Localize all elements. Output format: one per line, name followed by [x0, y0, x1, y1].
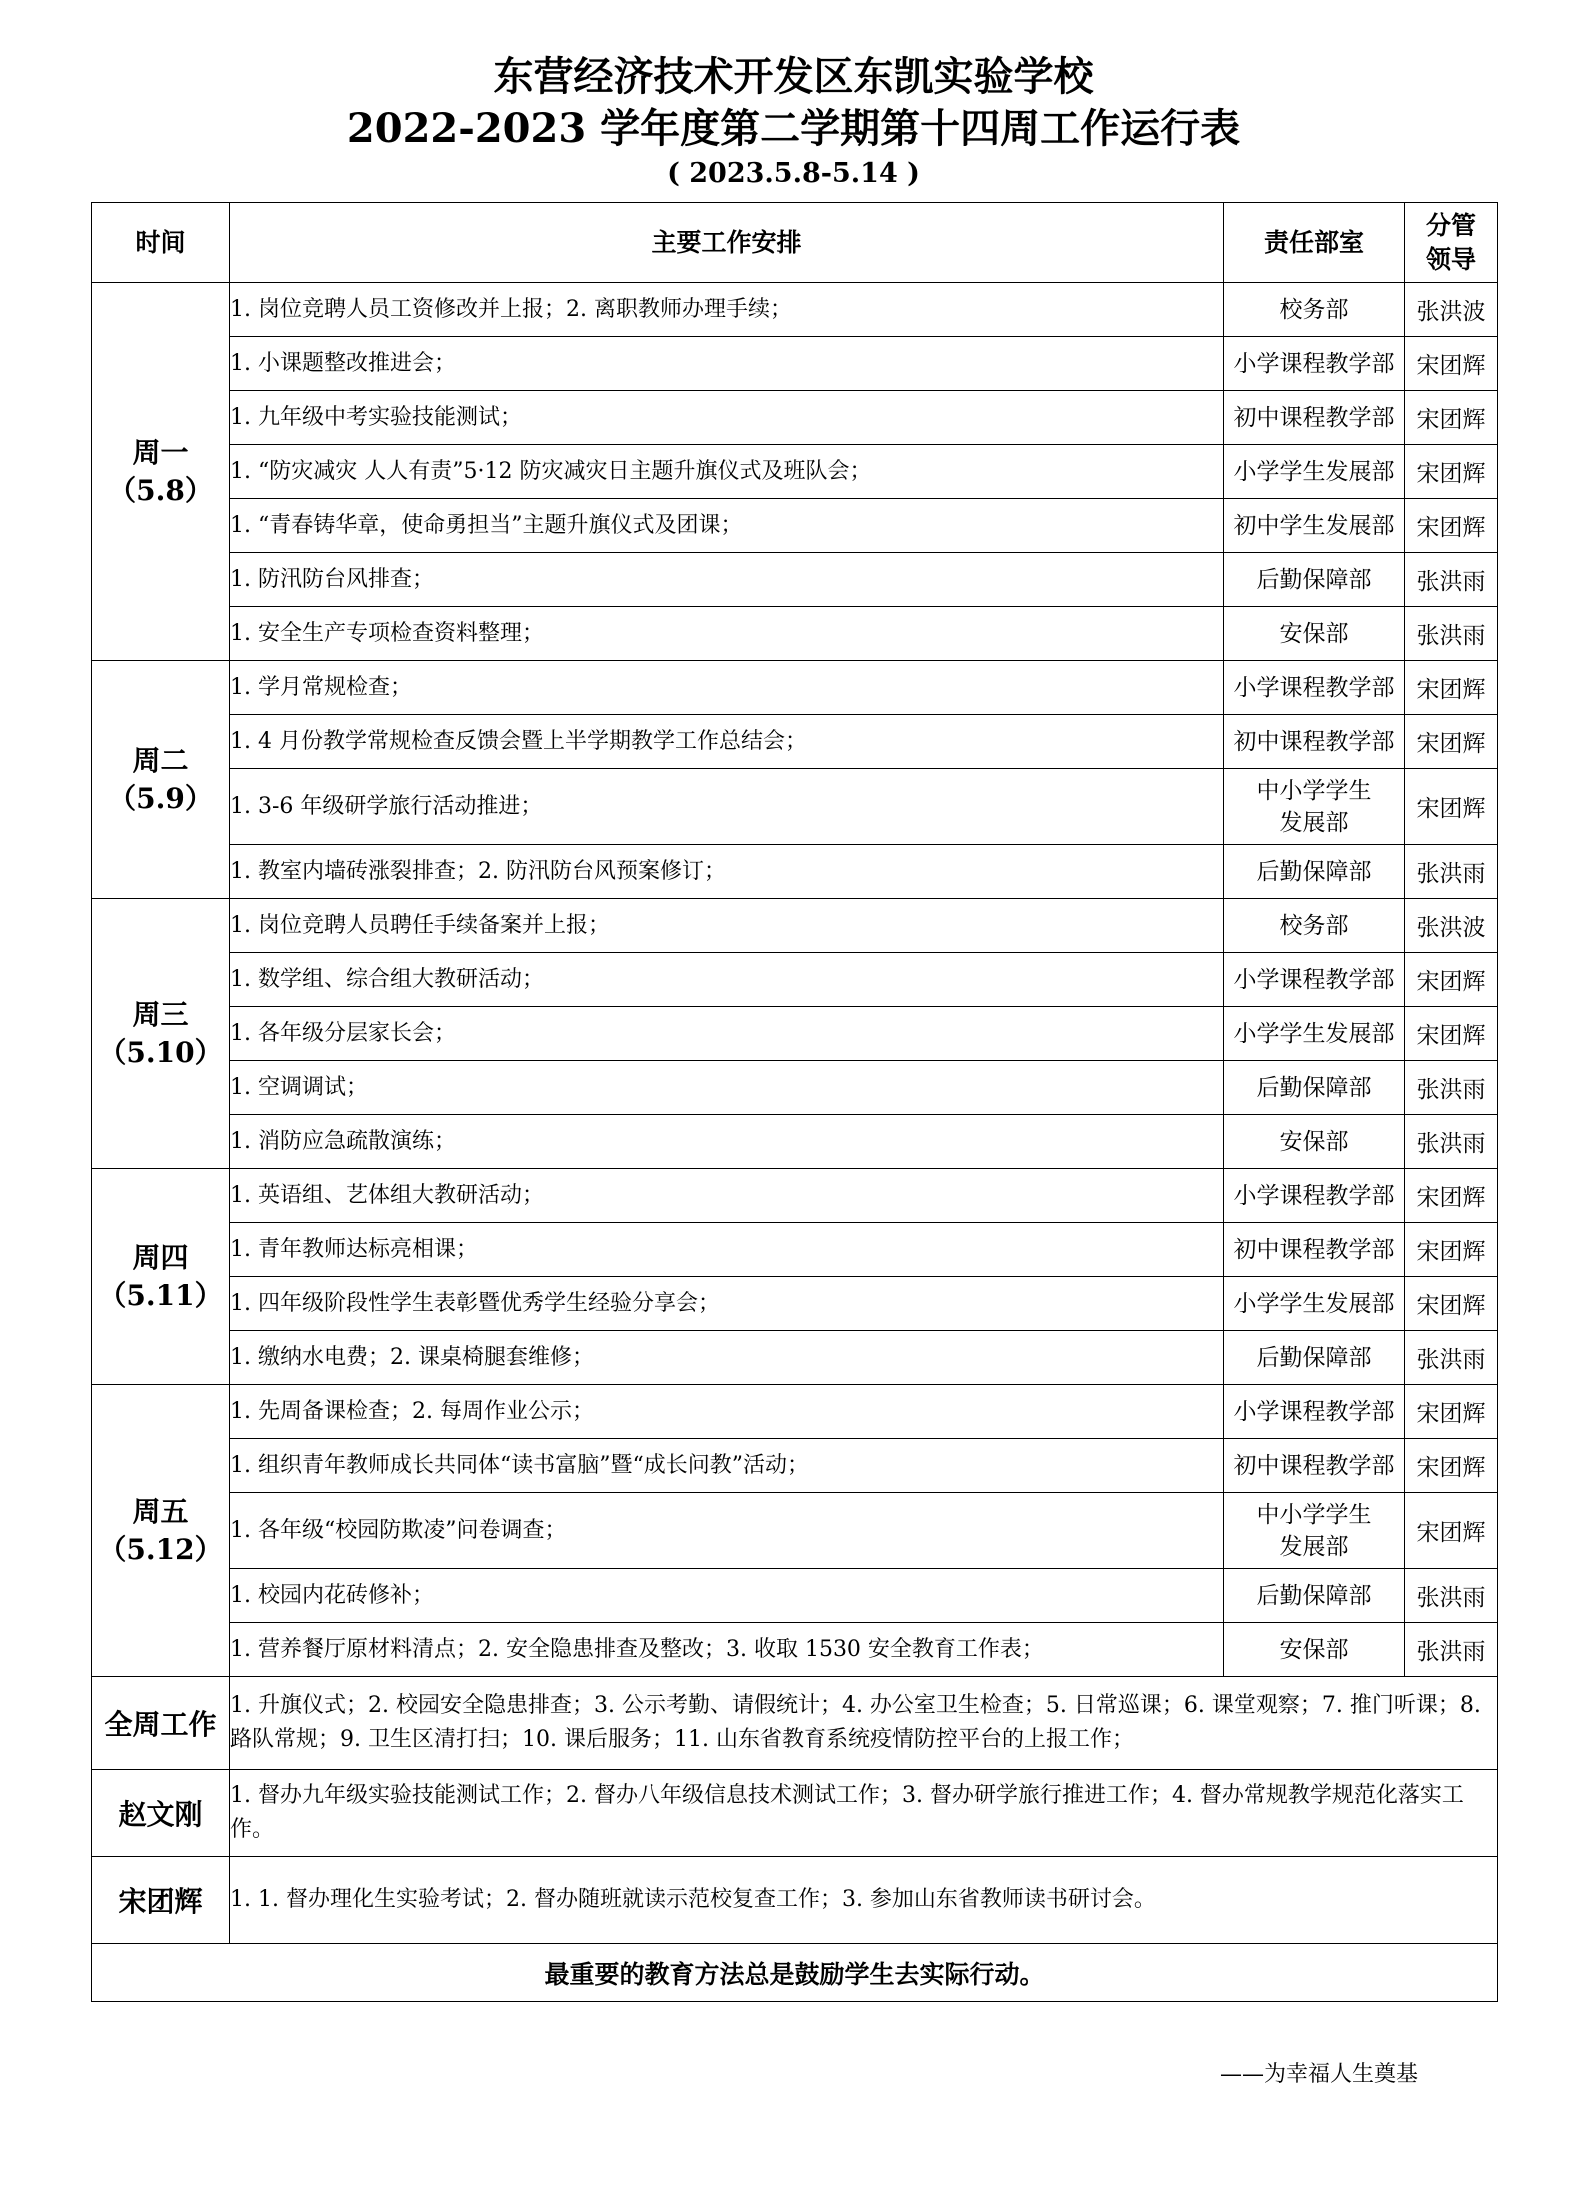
- motto-row: [92, 1944, 1498, 2002]
- leader-cell: 宋团辉: [1405, 1277, 1498, 1331]
- task-cell: 1. 校园内花砖修补；: [230, 1569, 1224, 1623]
- dept-cell: 小学课程教学部: [1224, 661, 1405, 715]
- task-cell: 1. 各年级分层家长会；: [230, 1007, 1224, 1061]
- leader-name: 宋团辉: [92, 1857, 230, 1944]
- task-cell: 1. “防灾减灾 人人有责”5·12 防灾减灾日主题升旗仪式及班队会；: [230, 445, 1224, 499]
- task-cell: 1. 消防应急疏散演练；: [230, 1115, 1224, 1169]
- dept-cell: 小学学生发展部: [1224, 1007, 1405, 1061]
- dept-cell: 校务部: [1224, 283, 1405, 337]
- header-row: [92, 203, 1498, 283]
- dept-cell: 初中课程教学部: [1224, 1223, 1405, 1277]
- day-name: 周五: [132, 1494, 189, 1528]
- leader-cell: 宋团辉: [1405, 661, 1498, 715]
- leader-duties: 1. 督办九年级实验技能测试工作；2. 督办八年级信息技术测试工作；3. 督办研学旅行推进工作；4. 督办常规教学规范化落实工作。: [230, 1770, 1498, 1857]
- dept-cell: 后勤保障部: [1224, 1569, 1405, 1623]
- task-cell: 1. 3-6 年级研学旅行活动推进；: [230, 769, 1224, 845]
- task-cell: 1. 安全生产专项检查资料整理；: [230, 607, 1224, 661]
- table-row: [92, 899, 1498, 953]
- dept-cell: 小学课程教学部: [1224, 1169, 1405, 1223]
- dept-cell: 小学课程教学部: [1224, 953, 1405, 1007]
- school-title: 东营经济技术开发区东凯实验学校: [493, 53, 1094, 100]
- leader-cell: 张洪雨: [1405, 607, 1498, 661]
- dept-cell: 初中课程教学部: [1224, 391, 1405, 445]
- day-date: （5.8）: [108, 473, 213, 507]
- leader-cell: 宋团辉: [1405, 715, 1498, 769]
- leader-row: [92, 1770, 1498, 1857]
- table-row: [92, 715, 1498, 769]
- task-cell: 1. 组织青年教师成长共同体“读书富脑”暨“成长问教”活动；: [230, 1439, 1224, 1493]
- leader-cell: 宋团辉: [1405, 1385, 1498, 1439]
- table-row: [92, 553, 1498, 607]
- week-work-text: 1. 升旗仪式；2. 校园安全隐患排查；3. 公示考勤、请假统计；4. 办公室卫生检查；5. 日常巡课；6. 课堂观察；7. 推门听课；8. 路队常规；9. 卫生区清打扫；10. 课后服务；11. 山东省教育系统疫情防控平台的上报工作；: [230, 1677, 1498, 1770]
- day-date: （5.12）: [98, 1532, 223, 1566]
- table-row: [92, 769, 1498, 845]
- motto-text: 最重要的教育方法总是鼓励学生去实际行动。: [92, 1944, 1498, 2002]
- dept-cell: 校务部: [1224, 899, 1405, 953]
- table-row: [92, 1169, 1498, 1223]
- task-cell: 1. 九年级中考实验技能测试；: [230, 391, 1224, 445]
- date-range: ( 2023.5.8-5.14 ): [667, 158, 920, 189]
- table-row: [92, 1331, 1498, 1385]
- dept-cell: 小学课程教学部: [1224, 1385, 1405, 1439]
- dept-cell: 小学学生发展部: [1224, 1277, 1405, 1331]
- dept-cell: 小学课程教学部: [1224, 337, 1405, 391]
- day-name: 周四: [132, 1240, 189, 1274]
- day-date: （5.9）: [108, 781, 213, 815]
- leader-cell: 宋团辉: [1405, 337, 1498, 391]
- day-name: 周二: [132, 743, 189, 777]
- day-cell: [92, 1385, 230, 1677]
- day-name: 周一: [132, 435, 189, 469]
- dept-cell: 安保部: [1224, 1623, 1405, 1677]
- task-cell: 1. 学月常规检查；: [230, 661, 1224, 715]
- table-row: [92, 445, 1498, 499]
- dept-cell: 初中课程教学部: [1224, 715, 1405, 769]
- table-row: [92, 337, 1498, 391]
- task-cell: 1. 英语组、艺体组大教研活动；: [230, 1169, 1224, 1223]
- dept-cell: 后勤保障部: [1224, 1331, 1405, 1385]
- leader-duties: 1. 1. 督办理化生实验考试；2. 督办随班就读示范校复查工作；3. 参加山东省教师读书研讨会。: [230, 1857, 1498, 1944]
- day-cell: [92, 899, 230, 1169]
- table-row: [92, 1385, 1498, 1439]
- table-row: [92, 499, 1498, 553]
- leader-row: [92, 1857, 1498, 1944]
- table-row: [92, 1493, 1498, 1569]
- leader-cell: 张洪雨: [1405, 1331, 1498, 1385]
- task-cell: 1. 小课题整改推进会；: [230, 337, 1224, 391]
- table-row: [92, 661, 1498, 715]
- task-cell: 1. 四年级阶段性学生表彰暨优秀学生经验分享会；: [230, 1277, 1224, 1331]
- leader-cell: 张洪雨: [1405, 1623, 1498, 1677]
- table-row: [92, 1569, 1498, 1623]
- week-work-row: [92, 1677, 1498, 1770]
- leader-cell: 宋团辉: [1405, 499, 1498, 553]
- task-cell: 1. 空调调试；: [230, 1061, 1224, 1115]
- table-row: [92, 1007, 1498, 1061]
- task-cell: 1. 营养餐厅原材料清点；2. 安全隐患排查及整改；3. 收取 1530 安全教育工作表；: [230, 1623, 1224, 1677]
- leader-cell: 宋团辉: [1405, 769, 1498, 845]
- task-cell: 1. 教室内墙砖涨裂排查；2. 防汛防台风预案修订；: [230, 845, 1224, 899]
- schedule-body: [92, 283, 1498, 1677]
- day-date: （5.11）: [98, 1278, 223, 1312]
- leader-cell: 张洪波: [1405, 899, 1498, 953]
- footer-slogan: ——为幸福人生奠基: [1220, 2062, 1419, 2087]
- day-name: 周三: [132, 997, 189, 1031]
- dept-cell: 安保部: [1224, 607, 1405, 661]
- dept-cell: 小学学生发展部: [1224, 445, 1405, 499]
- table-row: [92, 953, 1498, 1007]
- day-cell: [92, 661, 230, 899]
- day-cell: [92, 283, 230, 661]
- task-cell: 1. “青春铸华章，使命勇担当”主题升旗仪式及团课；: [230, 499, 1224, 553]
- table-row: [92, 1623, 1498, 1677]
- dept-cell: 中小学学生发展部: [1224, 769, 1405, 845]
- table-row: [92, 1277, 1498, 1331]
- task-cell: 1. 4 月份教学常规检查反馈会暨上半学期教学工作总结会；: [230, 715, 1224, 769]
- table-row: [92, 1115, 1498, 1169]
- leader-cell: 宋团辉: [1405, 1439, 1498, 1493]
- day-date: （5.10）: [98, 1035, 223, 1069]
- task-cell: 1. 青年教师达标亮相课；: [230, 1223, 1224, 1277]
- leader-cell: 宋团辉: [1405, 391, 1498, 445]
- leader-cell: 宋团辉: [1405, 1007, 1498, 1061]
- dept-cell: 后勤保障部: [1224, 553, 1405, 607]
- task-cell: 1. 岗位竞聘人员聘任手续备案并上报；: [230, 899, 1224, 953]
- dept-cell: 中小学学生发展部: [1224, 1493, 1405, 1569]
- leader-cell: 张洪波: [1405, 283, 1498, 337]
- table-row: [92, 1223, 1498, 1277]
- dept-cell: 初中课程教学部: [1224, 1439, 1405, 1493]
- schedule-table: [91, 202, 1498, 2002]
- col-main-header: 主要工作安排: [230, 203, 1224, 283]
- leader-cell: 宋团辉: [1405, 1169, 1498, 1223]
- table-row: [92, 391, 1498, 445]
- leader-cell: 张洪雨: [1405, 1061, 1498, 1115]
- task-cell: 1. 先周备课检查；2. 每周作业公示；: [230, 1385, 1224, 1439]
- col-time-header: 时间: [92, 203, 230, 283]
- leader-cell: 宋团辉: [1405, 953, 1498, 1007]
- leader-cell: 宋团辉: [1405, 1223, 1498, 1277]
- table-row: [92, 283, 1498, 337]
- task-cell: 1. 防汛防台风排查；: [230, 553, 1224, 607]
- leader-cell: 张洪雨: [1405, 1115, 1498, 1169]
- leader-name: 赵文刚: [92, 1770, 230, 1857]
- dept-cell: 后勤保障部: [1224, 845, 1405, 899]
- task-cell: 1. 岗位竞聘人员工资修改并上报；2. 离职教师办理手续；: [230, 283, 1224, 337]
- week-work-label: 全周工作: [92, 1677, 230, 1770]
- table-row: [92, 1439, 1498, 1493]
- leader-cell: 宋团辉: [1405, 1493, 1498, 1569]
- leader-cell: 宋团辉: [1405, 445, 1498, 499]
- dept-cell: 后勤保障部: [1224, 1061, 1405, 1115]
- table-row: [92, 845, 1498, 899]
- col-leader-header: 分管领导: [1405, 203, 1498, 283]
- task-cell: 1. 各年级“校园防欺凌”问卷调查；: [230, 1493, 1224, 1569]
- table-row: [92, 1061, 1498, 1115]
- task-cell: 1. 数学组、综合组大教研活动；: [230, 953, 1224, 1007]
- table-row: [92, 607, 1498, 661]
- leader-cell: 张洪雨: [1405, 845, 1498, 899]
- schedule-title: 2022-2023 学年度第二学期第十四周工作运行表: [346, 105, 1241, 152]
- dept-cell: 安保部: [1224, 1115, 1405, 1169]
- dept-cell: 初中学生发展部: [1224, 499, 1405, 553]
- task-cell: 1. 缴纳水电费；2. 课桌椅腿套维修；: [230, 1331, 1224, 1385]
- leader-cell: 张洪雨: [1405, 553, 1498, 607]
- day-cell: [92, 1169, 230, 1385]
- leader-cell: 张洪雨: [1405, 1569, 1498, 1623]
- col-dept-header: 责任部室: [1224, 203, 1405, 283]
